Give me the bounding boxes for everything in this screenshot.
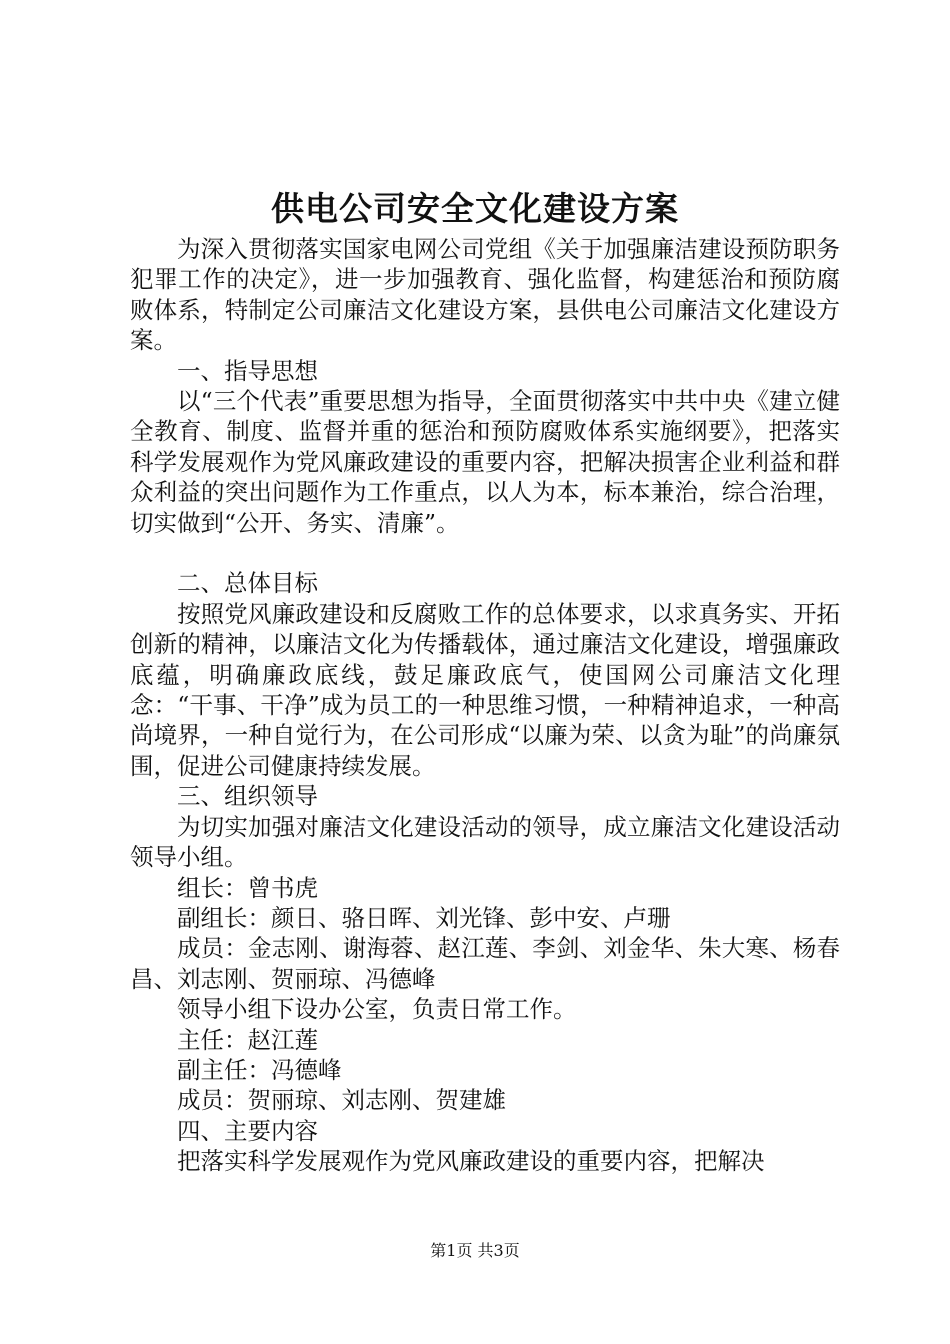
document-body	[130, 234, 840, 1177]
deputy-director-line: 副主任：冯德峰	[177, 1055, 342, 1084]
overall-goal-paragraph: 按照党风廉政建设和反腐败工作的总体要求，以求真务实、开拓创新的精神，以廉洁文化为传播载体，通过廉洁文化建设，增强廉政底蕴，明确廉政底线，鼓足廉政底气，使国网公司廉洁文化理念：“干事、干净”成为员工的一种思维习惯，一种精神追求，一种高尚境界，一种自觉行为，在公司形成“以廉为荣、以贪为耻”的尚廉氛围，促进公司健康持续发展。	[130, 599, 840, 780]
page-number-footer: 第1页 共3页	[430, 1241, 520, 1260]
paragraph-gap	[130, 538, 840, 568]
members-line: 成员：金志刚、谢海蓉、赵江莲、李剑、刘金华、朱大寒、杨春昌、刘志刚、贺丽琼、冯德峰	[130, 934, 840, 993]
document-title: 供电公司安全文化建设方案	[271, 189, 679, 228]
section-heading-organization: 三、组织领导	[177, 782, 318, 811]
office-members-line: 成员：贺丽琼、刘志刚、贺建雄	[177, 1086, 506, 1115]
group-leader-line: 组长：曾书虎	[177, 873, 318, 902]
office-line: 领导小组下设办公室，负责日常工作。	[177, 995, 577, 1024]
organization-paragraph: 为切实加强对廉洁文化建设活动的领导，成立廉洁文化建设活动领导小组。	[130, 812, 840, 872]
section-heading-overall-goal: 二、总体目标	[177, 569, 318, 598]
section-heading-guiding-ideology: 一、指导思想	[177, 356, 318, 385]
section-heading-main-content: 四、主要内容	[177, 1116, 318, 1145]
intro-paragraph: 为深入贯彻落实国家电网公司党组《关于加强廉洁建设预防职务犯罪工作的决定》，进一步加强教育、强化监督，构建惩治和预防腐败体系，特制定公司廉洁文化建设方案，县供电公司廉洁文化建设方案。	[130, 235, 840, 355]
director-line: 主任：赵江莲	[177, 1025, 318, 1054]
main-content-paragraph: 把落实科学发展观作为党风廉政建设的重要内容，把解决	[177, 1147, 765, 1176]
deputy-leader-line: 副组长：颜日、骆日晖、刘光锋、彭中安、卢珊	[177, 903, 671, 932]
guiding-ideology-paragraph: 以“三个代表”重要思想为指导，全面贯彻落实中共中央《建立健全教育、制度、监督并重的惩治和预防腐败体系实施纲要》，把落实科学发展观作为党风廉政建设的重要内容，把解决损害企业利益和群众利益的突出问题作为工作重点，以人为本，标本兼治，综合治理，切实做到“公开、务实、清廉”。	[130, 387, 840, 537]
